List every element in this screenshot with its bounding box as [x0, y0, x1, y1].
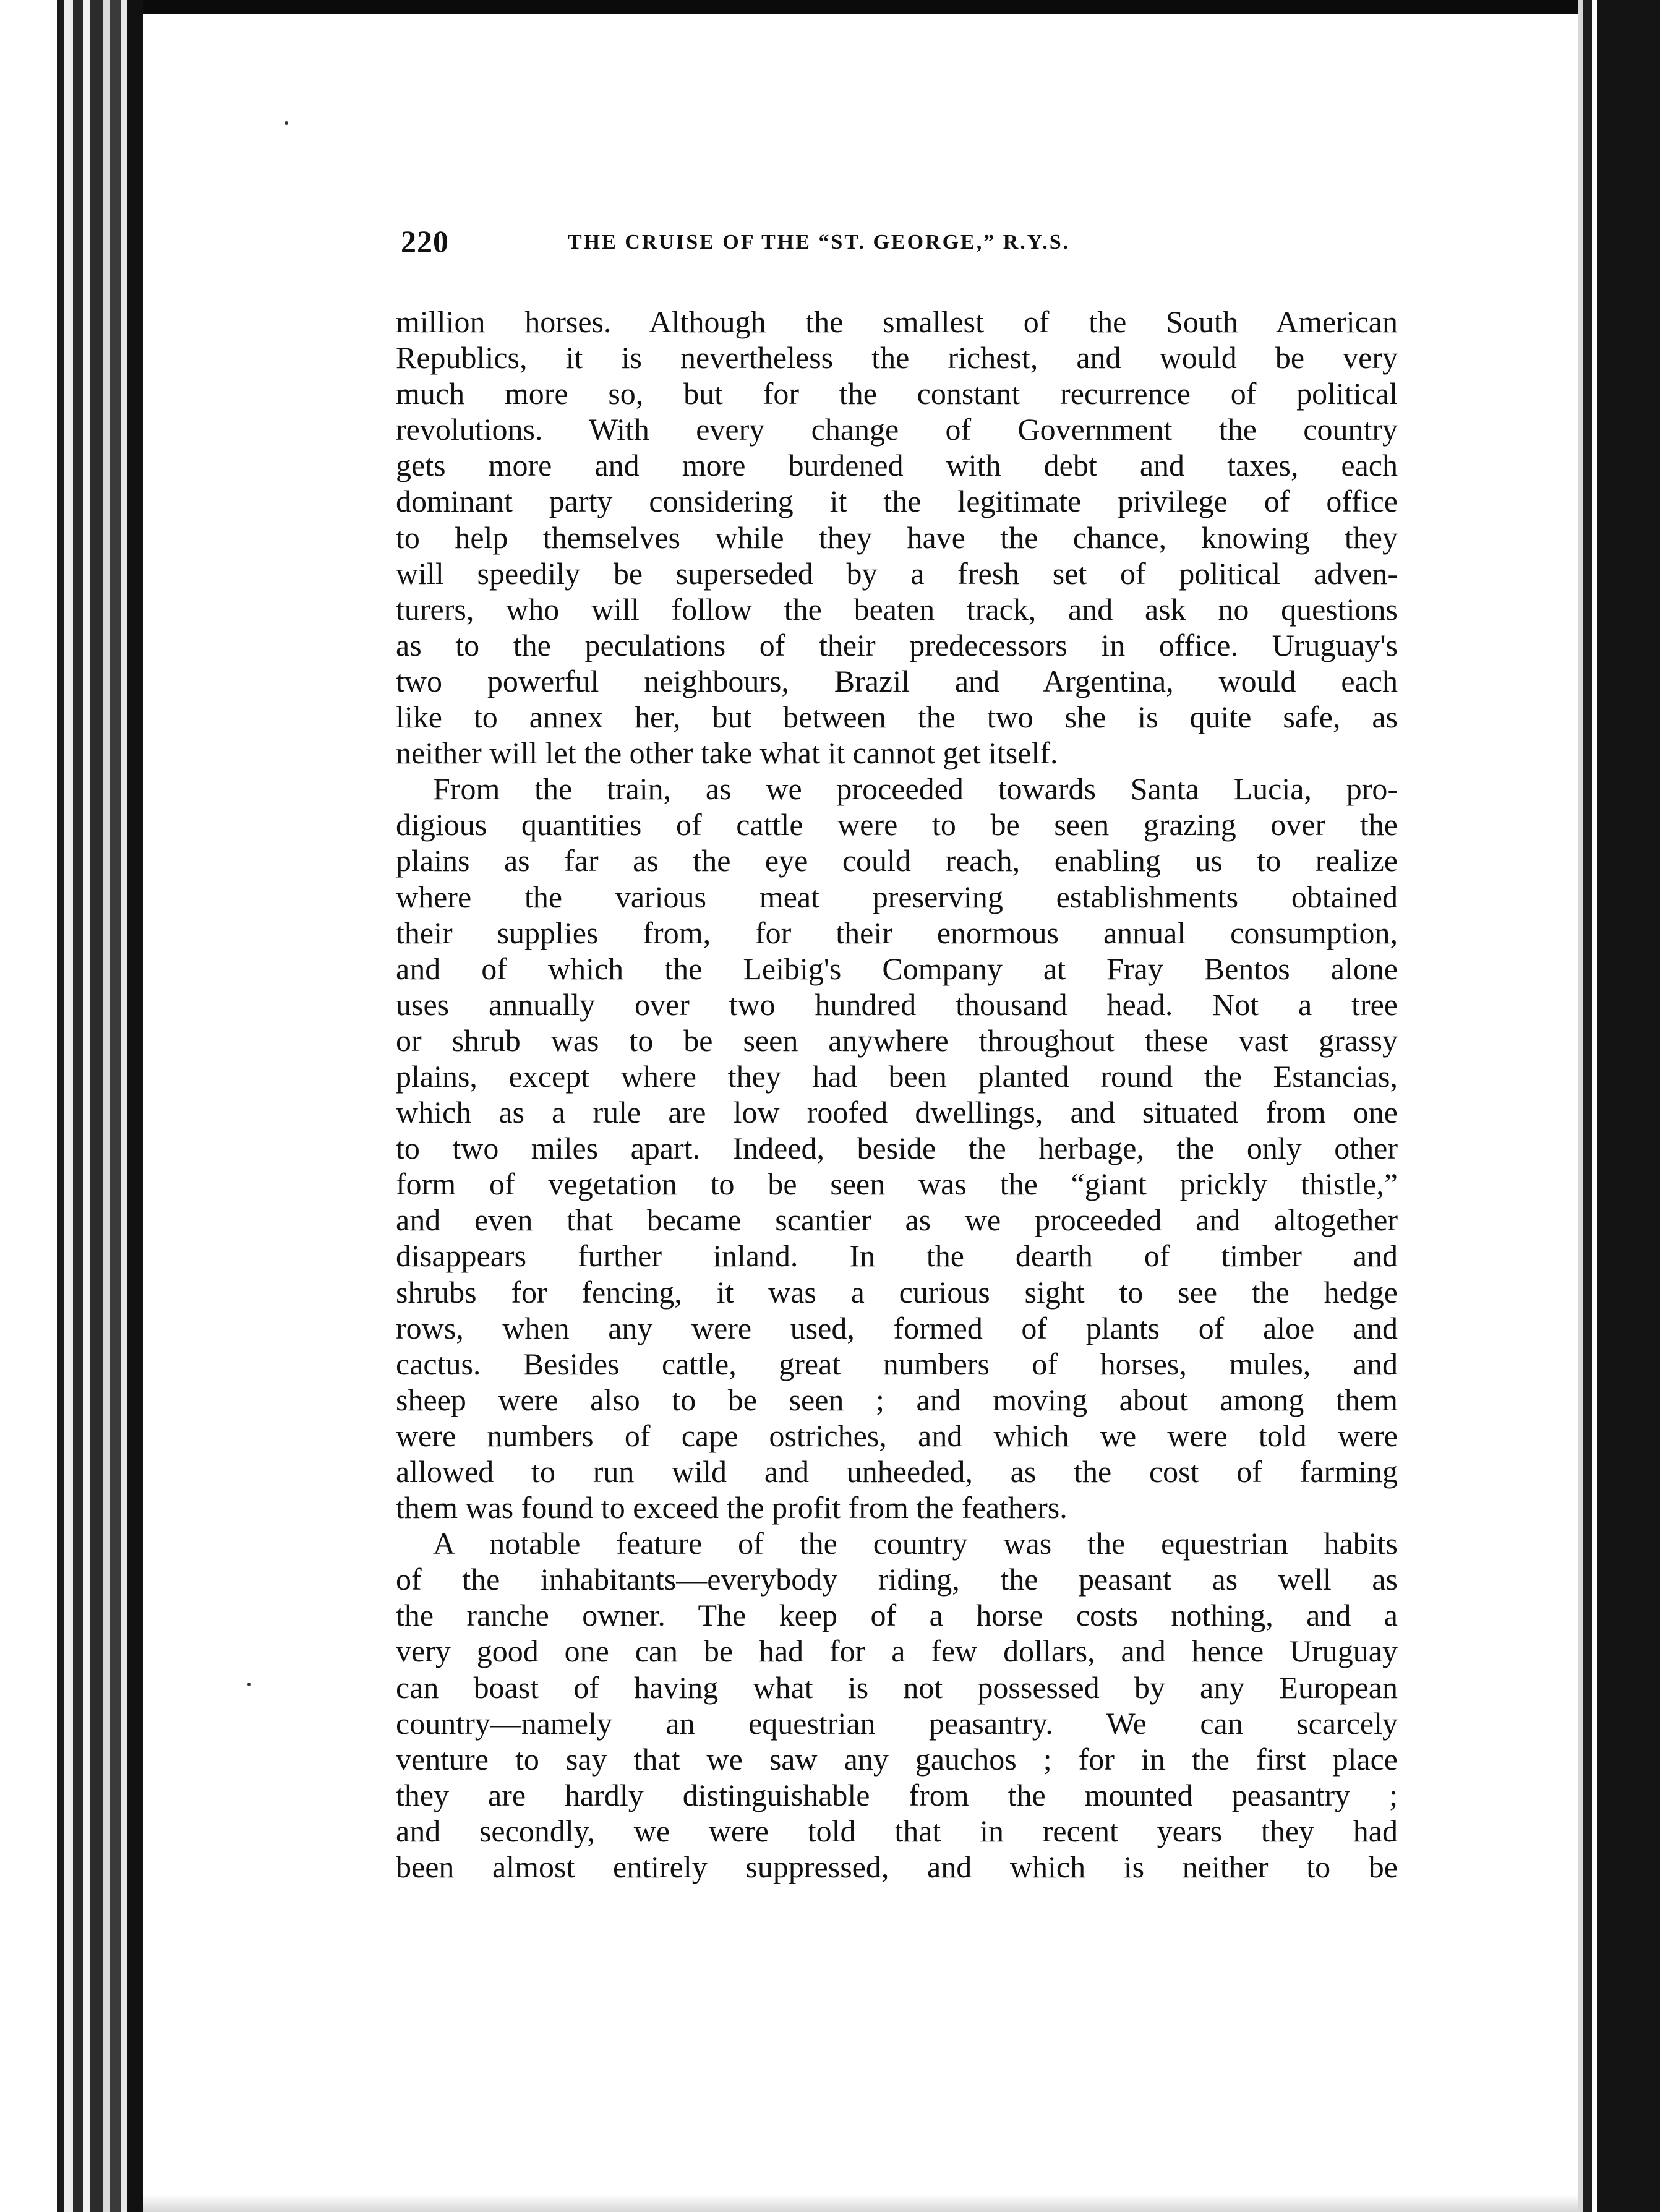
- text-line: million horses. Although the smallest of the South American: [396, 304, 1398, 339]
- dust-speck: [285, 121, 288, 125]
- text-line: can boast of having what is not possessed by any European: [396, 1670, 1398, 1705]
- text-line: neither will let the other take what it cannot get itself.: [396, 735, 1058, 771]
- text-line: been almost entirely suppressed, and which is neither to be: [396, 1850, 1398, 1885]
- text-line: plains as far as the eye could reach, enabling us to realize: [396, 843, 1398, 878]
- page-number: 220: [401, 224, 449, 259]
- text-line: and even that became scantier as we proceeded and altogether: [396, 1202, 1398, 1238]
- text-line: very good one can be had for a few dollars, and hence Uruguay: [396, 1634, 1398, 1669]
- text-line: the ranche owner. The keep of a horse costs nothing, and a: [396, 1598, 1398, 1633]
- running-head: [401, 223, 1390, 279]
- text-line: country—namely an equestrian peasantry. We can scarcely: [396, 1705, 1398, 1741]
- text-line: A notable feature of the country was the equestrian habits: [433, 1526, 1398, 1561]
- text-line: will speedily be superseded by a fresh set of political adven-: [396, 555, 1398, 591]
- text-line: cactus. Besides cattle, great numbers of horses, mules, and: [396, 1346, 1398, 1381]
- text-line: sheep were also to be seen ; and moving about among them: [396, 1382, 1398, 1417]
- text-line: dominant party considering it the legitimate privilege of office: [396, 484, 1398, 519]
- text-line: uses annually over two hundred thousand head. Not a tree: [396, 987, 1398, 1022]
- text-line: to two miles apart. Indeed, beside the herbage, the only other: [396, 1131, 1398, 1166]
- text-line: of the inhabitants—everybody riding, the peasant as well as: [396, 1562, 1398, 1597]
- text-line: them was found to exceed the profit from the feathers.: [396, 1490, 1067, 1525]
- text-line: form of vegetation to be seen was the “giant prickly thistle,”: [396, 1167, 1398, 1202]
- text-line: their supplies from, for their enormous annual consumption,: [396, 915, 1398, 950]
- text-line: were numbers of cape ostriches, and which we were told were: [396, 1418, 1398, 1453]
- text-line: much more so, but for the constant recurrence of political: [396, 376, 1398, 411]
- facing-page-edge: [1578, 0, 1660, 2212]
- text-line: From the train, as we proceeded towards Santa Lucia, pro-: [433, 771, 1398, 807]
- text-line: and secondly, we were told that in recent years they had: [396, 1813, 1398, 1848]
- text-line: and of which the Leibig's Company at Fray Bentos alone: [396, 951, 1398, 986]
- page-bottom-shadow: [143, 2195, 1578, 2212]
- book-binding-edge: [0, 0, 143, 2212]
- text-line: two powerful neighbours, Brazil and Argentina, would each: [396, 663, 1398, 698]
- text-line: shrubs for fencing, it was a curious sight to see the hedge: [396, 1274, 1398, 1310]
- text-line: as to the peculations of their predecessors in office. Uruguay's: [396, 627, 1398, 662]
- text-line: digious quantities of cattle were to be seen grazing over the: [396, 807, 1398, 842]
- text-line: like to annex her, but between the two she is quite safe, as: [396, 700, 1398, 735]
- text-line: Republics, it is nevertheless the richest, and would be very: [396, 340, 1398, 375]
- text-line: to help themselves while they have the chance, knowing they: [396, 520, 1398, 555]
- book-page: [396, 220, 1398, 2137]
- dust-speck: [247, 1683, 251, 1686]
- text-line: disappears further inland. In the dearth of timber and: [396, 1238, 1398, 1274]
- text-line: plains, except where they had been planted round the Estancias,: [396, 1058, 1398, 1094]
- body-text: [396, 304, 1398, 1885]
- text-line: rows, when any were used, formed of plants of aloe and: [396, 1310, 1398, 1345]
- text-line: they are hardly distinguishable from the mounted peasantry ;: [396, 1777, 1398, 1812]
- text-line: venture to say that we saw any gauchos ; for in the first place: [396, 1741, 1398, 1777]
- text-line: gets more and more burdened with debt and taxes, each: [396, 448, 1398, 483]
- text-line: allowed to run wild and unheeded, as the cost of farming: [396, 1454, 1398, 1489]
- text-line: where the various meat preserving establishments obtained: [396, 879, 1398, 914]
- scan-top-border: [0, 0, 1660, 14]
- text-line: turers, who will follow the beaten track, and ask no questions: [396, 591, 1398, 627]
- text-line: revolutions. With every change of Government the country: [396, 412, 1398, 447]
- running-title: THE CRUISE OF THE “ST. GEORGE,” R.Y.S.: [568, 231, 1071, 254]
- text-line: or shrub was to be seen anywhere throughout these vast grassy: [396, 1022, 1398, 1058]
- text-line: which as a rule are low roofed dwellings, and situated from one: [396, 1095, 1398, 1130]
